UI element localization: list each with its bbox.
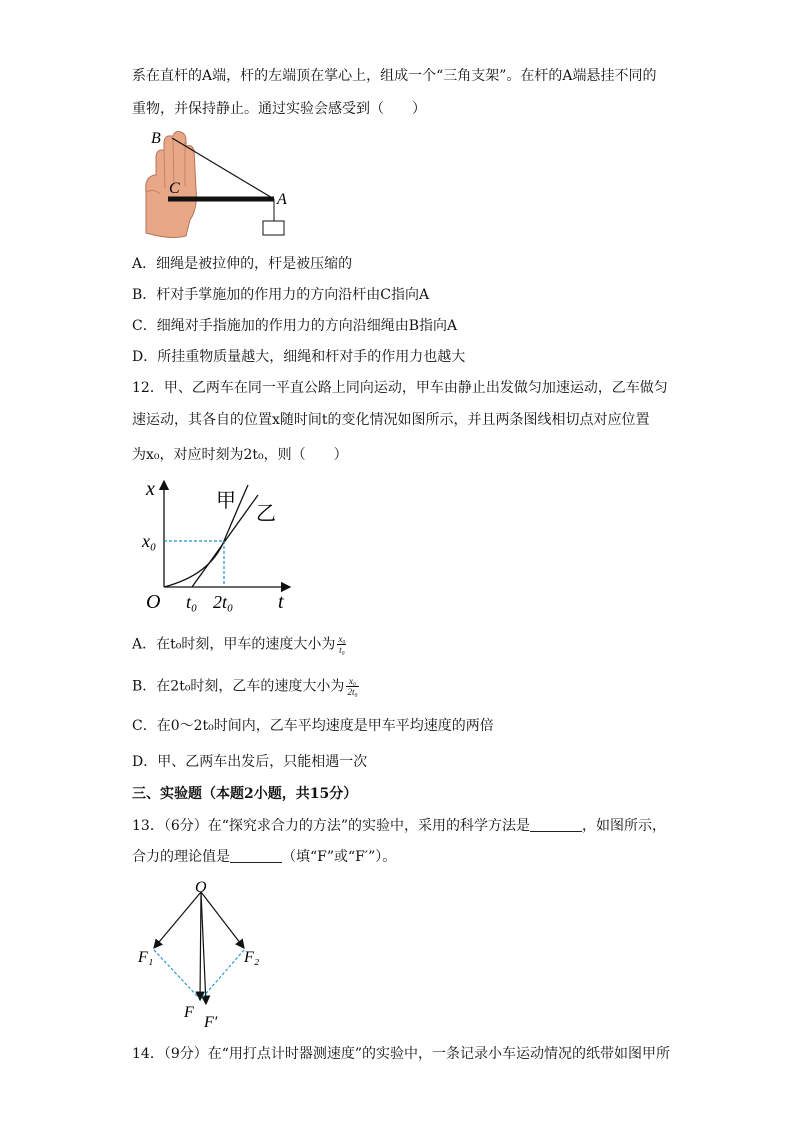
q13-line-1-a: 13．（6分）在“探究求合力的方法”的实验中，采用的科学方法是: [132, 818, 531, 834]
q12-option-b-text: B．在2t₀时刻，乙车的速度大小为: [132, 678, 345, 695]
y-axis-label: x: [146, 478, 155, 500]
q12-line-3: 为x₀，对应时刻为2t₀，则（ ）: [132, 447, 348, 463]
vector-F: [200, 892, 201, 1000]
label-F: F: [184, 1004, 194, 1021]
q13-line-1: [132, 816, 666, 836]
label-yi: 乙: [256, 503, 276, 525]
label-C: C: [169, 180, 180, 197]
q13-line-2-b: （填“F”或“F′”）。: [282, 849, 397, 865]
answer-blank-2[interactable]: [230, 848, 282, 863]
hanging-weight: [263, 221, 284, 235]
q11-option-c: C．细绳对手指施加的作用力的方向沿细绳由B指向A: [132, 318, 458, 334]
label-2t0: 2t₀: [213, 592, 234, 612]
label-B: B: [151, 130, 161, 147]
label-O: O: [195, 879, 207, 896]
section-3-title: 三、实验题（本题2小题，共15分）: [132, 786, 358, 802]
q13-line-2-a: 合力的理论值是: [132, 849, 230, 865]
q12-option-a-text: A．在t₀时刻，甲车的速度大小为: [132, 636, 336, 653]
origin-label: O: [146, 591, 161, 613]
label-A: A: [277, 191, 287, 208]
q12-line-2: 速运动，其各自的位置x随时间t的变化情况如图所示，并且两条图线相切点对应位置: [132, 412, 650, 428]
q11-option-d: D．所挂重物质量越大，细绳和杆对手的作用力也越大: [132, 349, 466, 365]
q11-option-a: A．细绳是被拉伸的，杆是被压缩的: [132, 256, 353, 272]
label-t0: t₀: [186, 592, 198, 612]
x-axis-label: t: [278, 591, 284, 613]
dashed-F2-F: [202, 950, 244, 998]
answer-blank-1[interactable]: [530, 817, 582, 832]
q12-option-b: [132, 676, 359, 697]
x-t-graph: [140, 475, 300, 615]
label-F2: F₂: [244, 949, 260, 966]
q13-line-2: [132, 847, 396, 867]
fraction-x0-2t0: $\frac{\text{x₀}}{\text{2t₀}}$: [347, 676, 358, 697]
vector-F1: [154, 892, 201, 948]
q11-line-2: 重物，并保持静止。通过实验会感受到（ ）: [132, 101, 426, 117]
q12-option-d: D．甲、乙两车出发后，只能相遇一次: [132, 754, 368, 770]
dashed-F1-F: [154, 950, 199, 998]
vector-F-prime: [201, 892, 206, 1004]
fraction-x0-t0: $\frac{\text{x₀}}{\text{t₀}}$: [338, 634, 346, 655]
q12-option-c: C．在0～2t₀时间内，乙车平均速度是甲车平均速度的两倍: [132, 718, 494, 734]
label-jia: 甲: [216, 490, 236, 512]
label-x0: x₀: [142, 531, 157, 551]
q13-line-1-b: ，如图所示，: [582, 818, 667, 834]
q12-option-a: [132, 634, 346, 655]
q14-line-1: 14．（9分）在“用打点计时器测速度”的实验中，一条记录小车运动情况的纸带如图甲所: [132, 1046, 671, 1062]
q11-option-b: B．杆对手掌施加的作用力的方向沿杆由C指向A: [132, 287, 430, 303]
vector-F2: [201, 892, 244, 948]
label-F-prime: F′: [204, 1014, 218, 1031]
label-F1: F₁: [138, 949, 154, 966]
q12-line-1: 12．甲、乙两车在同一平直公路上同向运动，甲车由静止出发做匀加速运动，乙车做匀: [132, 380, 668, 396]
force-parallelogram-figure: [136, 878, 266, 1030]
hand-support-figure: [140, 128, 300, 243]
q11-line-1: 系在直杆的A端，杆的左端顶在掌心上，组成一个“三角支架”。在杆的A端悬挂不同的: [132, 68, 657, 84]
